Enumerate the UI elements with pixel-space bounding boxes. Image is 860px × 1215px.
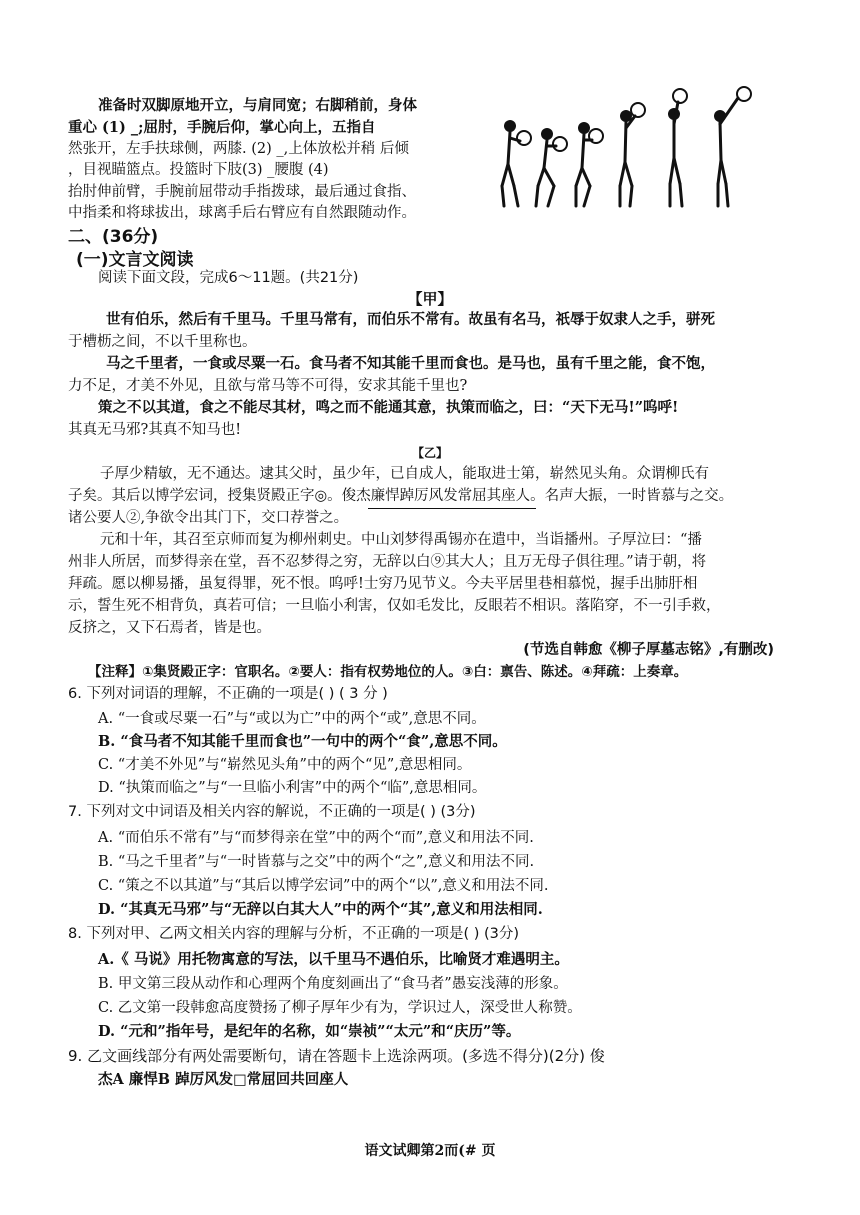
passage-jia-p2b: 力不足，才美不外见，且欲与常马等不可得，安求其能千里也? [68,378,468,394]
question-8-option-b: B. 甲文第三段从动作和心理两个角度刻画出了“食马者”愚妄浅薄的形象。 [98,976,568,992]
passage-yi-p2e: 反挤之，又下石焉者，皆是也。 [68,620,271,636]
intro-line-3: 然张开，左手扶球侧，两膝. (2) _,上体放松并稍 后倾 [68,141,409,157]
question-7-option-a: A. “而伯乐不常有”与“而梦得亲在堂”中的两个“而”,意义和用法不同. [98,830,534,846]
question-9-options: 杰A 廉悍B 踔厉风发□常屈回共回座人 [98,1071,349,1088]
intro-line-4: ，目视瞄篮点。投篮时下肢(3) _腰腹 (4) [68,162,329,178]
passage-jia-p3a: 策之不以其道，食之不能尽其材，鸣之而不能通其意，执策而临之，曰：“天下无马!”呜呼! [98,399,679,416]
question-8-stem: 8. 下列对甲、乙两文相关内容的理解与分析，不正确的一项是( ) (3分) [68,926,520,942]
question-6-option-c: C. “才美不外见”与“崭然见头角”中的两个“见”,意思相同。 [98,757,472,773]
passage-yi-p2d: 示，誓生死不相背负，真若可信；一旦临小利害，仅如毛发比，反眼若不相识。落陷穿，不一引手救， [68,598,721,614]
question-7-option-c: C. “策之不以其道”与“其后以博学宏词”中的两个“以”,意义和用法不同. [98,878,549,894]
passage-yi-p1c: 诸公要人②,争欲令出其门下，交口荐誉之。 [68,510,349,526]
question-7-option-d: D. “其真无马邪”与“无辞以白其大人”中的两个“其”,意义和用法相同. [98,901,543,918]
passage-yi-p2c: 拜疏。愿以柳易播，虽复得罪，死不恨。呜呼!士穷乃见节义。今夫平居里巷相慕悦，握手出肺肝相 [68,576,698,592]
intro-line-5: 抬肘伸前臂，手腕前屈带动手指拨球，最后通过食指、 [68,184,416,200]
question-6-option-a: A. “一食或尽粟一石”与“或以为亡”中的两个“或”,意思不同。 [98,711,486,727]
passage-jia-p1a: 世有伯乐，然后有千里马。千里马常有，而伯乐不常有。故虽有名马，祇辱于奴隶人之手，骈死 [106,311,715,328]
question-9-stem: 9. 乙文画线部分有两处需要断句，请在答题卡上选涂两项。(多选不得分)(2分) 俊 [68,1047,605,1065]
passage-jia-p3b: 其真无马邪?其真不知马也! [68,422,242,438]
question-8-option-d: D. “元和”指年号，是纪年的名称，如“崇祯”“太元”和“庆历”等。 [98,1023,521,1040]
question-6-stem: 6. 下列对词语的理解，不正确的一项是( ) ( 3 分 ) [68,686,388,702]
player-figure-1 [502,120,531,206]
passage-jia-p1b: 于槽枥之间，不以千里称也。 [68,334,257,350]
player-figure-6 [714,87,751,206]
player-figure-3 [576,122,603,206]
subsection-1-title: (一)文言文阅读 [76,250,194,270]
section-2-title: 二、(36分) [68,227,159,247]
underline-marker [368,508,536,509]
question-6-option-b: B. “食马者不知其能千里而食也”一句中的两个“食”,意思不同。 [98,733,507,750]
reading-instruction: 阅读下面文段，完成6～11题。(共21分) [98,270,359,286]
intro-line-1: 准备时双脚原地开立，与肩同宽；右脚稍前，身体 [98,97,417,114]
question-7-stem: 7. 下列对文中词语及相关内容的解说，不正确的一项是( ) (3分) [68,804,476,820]
intro-line-2: 重心 (1) _;屈肘，手腕后仰，掌心向上，五指自 [68,119,376,136]
player-figure-4 [620,103,645,206]
intro-line-6: 中指柔和将球拔出，球离手后右臂应有自然跟随动作。 [68,205,416,221]
passage-yi-source: (节选自韩愈《柳子厚墓志铭》,有删改) [523,642,774,658]
player-figure-5 [668,89,687,206]
passage-jia-header: 【甲】 [407,290,453,308]
passage-yi-header: 【乙】 [411,446,448,460]
annotation-notes: 【注释】①集贤殿正字：官职名。②要人：指有权势地位的人。③白：禀告、陈述。④拜疏：上奏章。 [88,664,688,680]
passage-yi-p2a: 元和十年，其召至京师而复为柳州刺史。中山刘梦得禹锡亦在遣中，当诣播州。子厚泣曰：“播 [100,532,702,548]
player-figure-2 [536,128,567,206]
passage-jia-p2a: 马之千里者，一食或尽粟一石。食马者不知其能千里而食也。是马也，虽有千里之能，食不饱， [106,355,715,372]
question-8-option-c: C. 乙文第一段韩愈高度赞扬了柳子厚年少有为，学识过人，深受世人称赞。 [98,1000,582,1016]
page-footer: 语文试卿第2而(# 页 [364,1143,496,1159]
question-7-option-b: B. “马之千里者”与“一时皆慕与之交”中的两个“之”,意义和用法不同. [98,854,535,870]
question-6-option-d: D. “执策而临之”与“一旦临小利害”中的两个“临”,意思相同。 [98,780,487,796]
passage-yi-p2b: 州非人所居，而梦得亲在堂，吾不忍梦得之穷，无辞以白⑨其大人；且万无母子俱往理。”请于朝，将 [68,554,707,570]
passage-yi-p1b: 子矣。其后以博学宏词，授集贤殿正字◎。俊杰廉悍踔厉风发常屈其座人。名声大振，一时皆慕与之交。 [68,488,734,504]
passage-yi-p1a: 子厚少精敏，无不通达。逮其父时，虽少年，已自成人，能取进士第，崭然见头角。众谓柳氏有 [100,466,709,482]
basketball-shooting-figures [492,86,762,218]
question-8-option-a: A.《 马说》用托物寓意的写法，以千里马不遇伯乐，比喻贤才难遇明主。 [98,951,569,968]
